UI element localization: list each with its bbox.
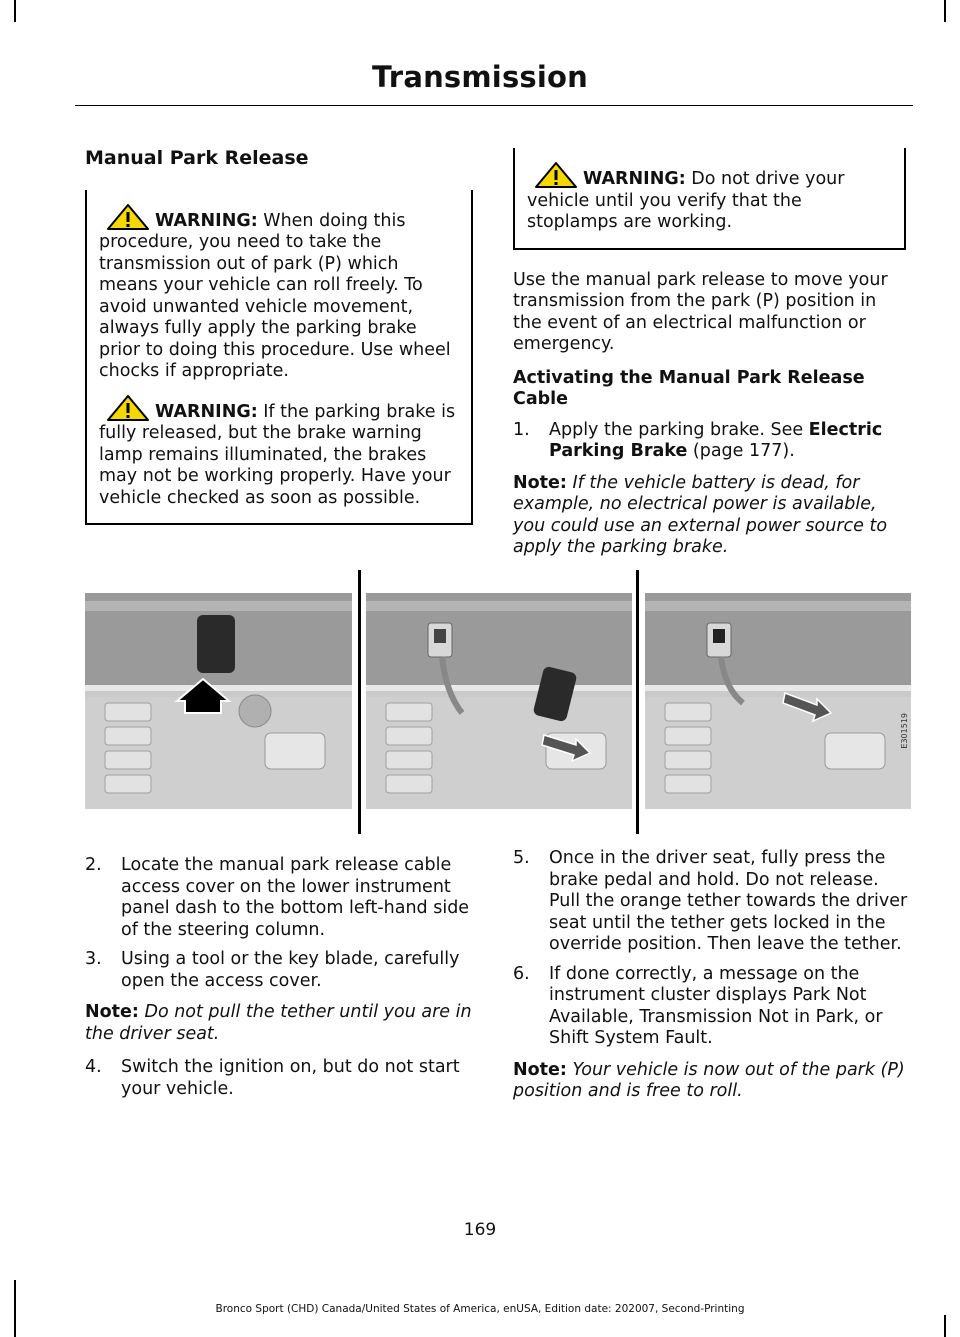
step-text: Using a tool or the key blade, carefully open the access cover. [121,949,460,991]
figure-panel-access-cover [85,593,352,809]
warning-triangle-icon [107,395,149,421]
bottom-right-column [513,848,908,1115]
step-text: Apply the parking brake. See [549,419,809,440]
footer-text: Bronco Sport (CHD) Canada/United States of America, enUSA, Edition date: 202007, Second-Printing [215,1303,745,1315]
note-text: If the vehicle battery is dead, for example, no electrical power is available, you could use an external power source to apply the parking brake. [513,472,888,557]
page-reference: (page 177). [687,441,795,461]
header-divider [75,105,913,106]
steps-list [513,848,908,1050]
list-item [513,964,908,1050]
list-item [85,855,475,941]
figure-code: E301519 [900,713,909,749]
left-column [85,148,473,543]
warning-label: WARNING: [155,401,258,422]
note-text: Your vehicle is now out of the park (P) position and is free to roll. [513,1059,905,1101]
page-number: 169 [463,1220,497,1240]
note-paragraph [513,473,906,559]
crop-mark-top-right [944,0,946,22]
page-title: Transmission [372,60,588,94]
warning-paragraph [99,395,461,510]
steps-list [85,1057,475,1100]
figure-divider [358,570,361,834]
step-text: Once in the driver seat, fully press the brake pedal and hold. Do not release. Pull the orange tether towards the driver seat until the tether gets locked in the override position. Then leave the tether. [549,848,908,954]
warning-label: WARNING: [155,210,258,231]
section-heading: Manual Park Release [85,147,309,169]
warning-triangle-icon [107,204,149,230]
figure-divider [636,570,639,834]
note-label: Note: [85,1002,139,1022]
crop-mark-top-left [14,0,16,22]
step-number: 3. [85,949,102,969]
note-label: Note: [513,472,567,493]
warning-text: If the parking brake is fully released, but the brake warning lamp remains illuminated, the brakes may not be working properly. Have your vehicle checked as soon as possible. [99,401,456,508]
warning-box [513,148,906,250]
steps-list [85,855,475,992]
step-number: 4. [85,1057,102,1077]
warning-paragraph [99,204,461,383]
dashboard-illustration [645,593,911,809]
crop-mark-bottom-right [944,1315,946,1337]
step-number: 2. [85,855,102,875]
list-item [513,848,908,956]
warning-paragraph [527,162,894,234]
figure-panel-pull-tether [645,593,911,809]
dashboard-illustration [366,593,632,809]
note-paragraph [513,1060,908,1103]
cross-reference-link[interactable]: Electric Parking Brake [549,419,883,461]
figure-panel-open-cover [366,593,632,809]
step-text: If done correctly, a message on the instrument cluster displays Park Not Available, Transmission Not in Park, or Shift System Fault. [549,963,883,1048]
warning-label: WARNING: [583,169,686,189]
warning-text: When doing this procedure, you need to take the transmission out of park (P) which means your vehicle can roll freely. To avoid unwanted vehicle movement, always fully apply the parking brake prior to doing this procedure. Use wheel chocks if appropriate. [99,210,451,381]
note-label: Note: [513,1059,567,1080]
note-text: Do not pull the tether until you are in the driver seat. [85,1002,472,1044]
step-number: 1. [513,419,530,440]
steps-list [513,420,906,463]
warning-triangle-icon [535,162,577,188]
step-number: 5. [513,848,530,868]
step-text: Switch the ignition on, but do not start your vehicle. [121,1057,460,1099]
illustration-figure [75,570,913,834]
note-paragraph [85,1002,475,1045]
subsection-heading: Activating the Manual Park Release Cable [513,367,865,409]
list-item [513,420,906,463]
warning-text: Do not drive your vehicle until you verify that the stoplamps are working. [527,169,845,232]
list-item [85,1057,475,1100]
warning-box [85,190,473,526]
intro-paragraph: Use the manual park release to move your transmission from the park (P) position in the event of an electrical malfunction or emergency. [513,269,888,354]
step-number: 6. [513,963,530,984]
list-item [85,949,475,992]
right-column [513,148,906,571]
dashboard-illustration [85,593,352,809]
bottom-left-column [85,855,475,1110]
step-text: Locate the manual park release cable access cover on the lower instrument panel dash to the bottom left-hand side of the steering column. [121,855,470,940]
